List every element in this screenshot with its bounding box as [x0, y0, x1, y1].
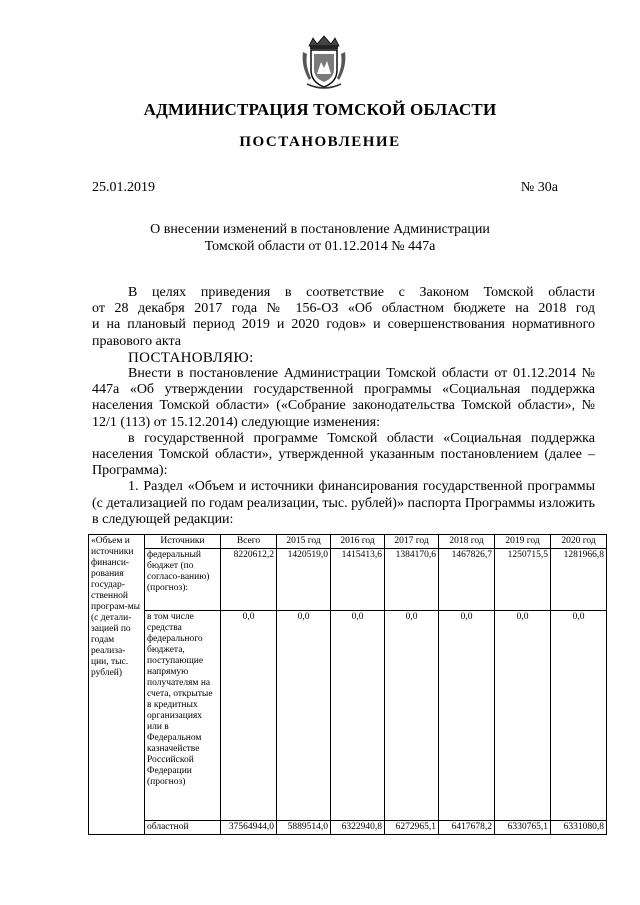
value-cell: 6330765,1: [495, 821, 551, 835]
section-label-cell: «Объем и источники финанси-рования государ-ственной програм-мы (с детали-зацией по годам реализа-ции, тыс. рублей): [89, 535, 145, 835]
document-number: № 30а: [520, 180, 558, 195]
document-date: 25.01.2019: [92, 180, 155, 195]
header-cell: Источники: [145, 535, 221, 549]
value-cell: 8220612,2: [221, 549, 277, 611]
document-body: [92, 285, 595, 528]
value-cell: 6322940,8: [331, 821, 385, 835]
value-cell: 1467826,7: [439, 549, 495, 611]
document-type: ПОСТАНОВЛЕНИЕ: [239, 134, 401, 150]
value-cell: 0,0: [331, 611, 385, 821]
source-cell: федеральный бюджет (по согласо-ванию) (прогноз):: [145, 549, 221, 611]
value-cell: 6417678,2: [439, 821, 495, 835]
value-cell: 0,0: [385, 611, 439, 821]
value-cell: 5889514,0: [277, 821, 331, 835]
table-row: [89, 611, 607, 821]
value-cell: 37564944,0: [221, 821, 277, 835]
preamble-line-3: и на плановый период 2019 и 2020 годов» и совершенствования нормативного: [92, 317, 595, 333]
table-row: [89, 821, 607, 835]
header-cell: 2015 год: [277, 535, 331, 549]
header-cell: 2018 год: [439, 535, 495, 549]
funding-table: [88, 534, 607, 835]
table-header-row: [89, 535, 607, 549]
source-cell: в том числе средства федерального бюджета, поступающие напрямую получателям на счета, открытые в кредитных организациях или в Федеральном казначействе Российской Федерации (прогноз): [145, 611, 221, 821]
preamble-line-2: от 28 декабря 2017 года № 156-ОЗ «Об областном бюджете на 2018 год: [92, 301, 595, 317]
value-cell: 6272965,1: [385, 821, 439, 835]
preamble-line-1: В целях приведения в соответствие с Законом Томской области: [128, 285, 595, 300]
value-cell: 0,0: [439, 611, 495, 821]
header-cell: 2017 год: [385, 535, 439, 549]
paragraph-amendment: Внести в постановление Администрации Томской области от 01.12.2014 № 447а «Об утверждении государственной программы «Социальная поддержка населения Томской области» («Собрание законодательства Томской области», № 12/1 (113) от 15.12.2014) следующие изменения:: [92, 366, 595, 430]
header-cell: 2019 год: [495, 535, 551, 549]
value-cell: 6331080,8: [551, 821, 607, 835]
tomsk-coat-of-arms-icon: [299, 32, 349, 92]
value-cell: 0,0: [221, 611, 277, 821]
value-cell: 1420519,0: [277, 549, 331, 611]
paragraph-section: 1. Раздел «Объем и источники финансирования государственной программы (с детализацией по годам реализации, тыс. рублей)» паспорта Программы изложить в следующей редакции:: [92, 479, 595, 527]
value-cell: 1384170,6: [385, 549, 439, 611]
decree-word: ПОСТАНОВЛЯЮ:: [128, 349, 254, 366]
organization-title: АДМИНИСТРАЦИЯ ТОМСКОЙ ОБЛАСТИ: [143, 100, 497, 119]
source-cell: областной: [145, 821, 221, 835]
value-cell: 1415413,6: [331, 549, 385, 611]
value-cell: 0,0: [277, 611, 331, 821]
value-cell: 0,0: [495, 611, 551, 821]
value-cell: 0,0: [551, 611, 607, 821]
header-cell: Всего: [221, 535, 277, 549]
subject-line-2: Томской области от 01.12.2014 № 447а: [204, 239, 436, 254]
header-cell: 2016 год: [331, 535, 385, 549]
document-subject: [100, 221, 540, 255]
subject-line-1: О внесении изменений в постановление Администрации: [150, 222, 490, 237]
preamble-line-4: правового акта: [92, 333, 181, 349]
value-cell: 1281966,8: [551, 549, 607, 611]
paragraph-program: в государственной программе Томской области «Социальная поддержка населения Томской области», утвержденной указанным постановлением (далее – Программа):: [92, 430, 595, 479]
header-cell: 2020 год: [551, 535, 607, 549]
value-cell: 1250715,5: [495, 549, 551, 611]
table-row: [89, 549, 607, 611]
